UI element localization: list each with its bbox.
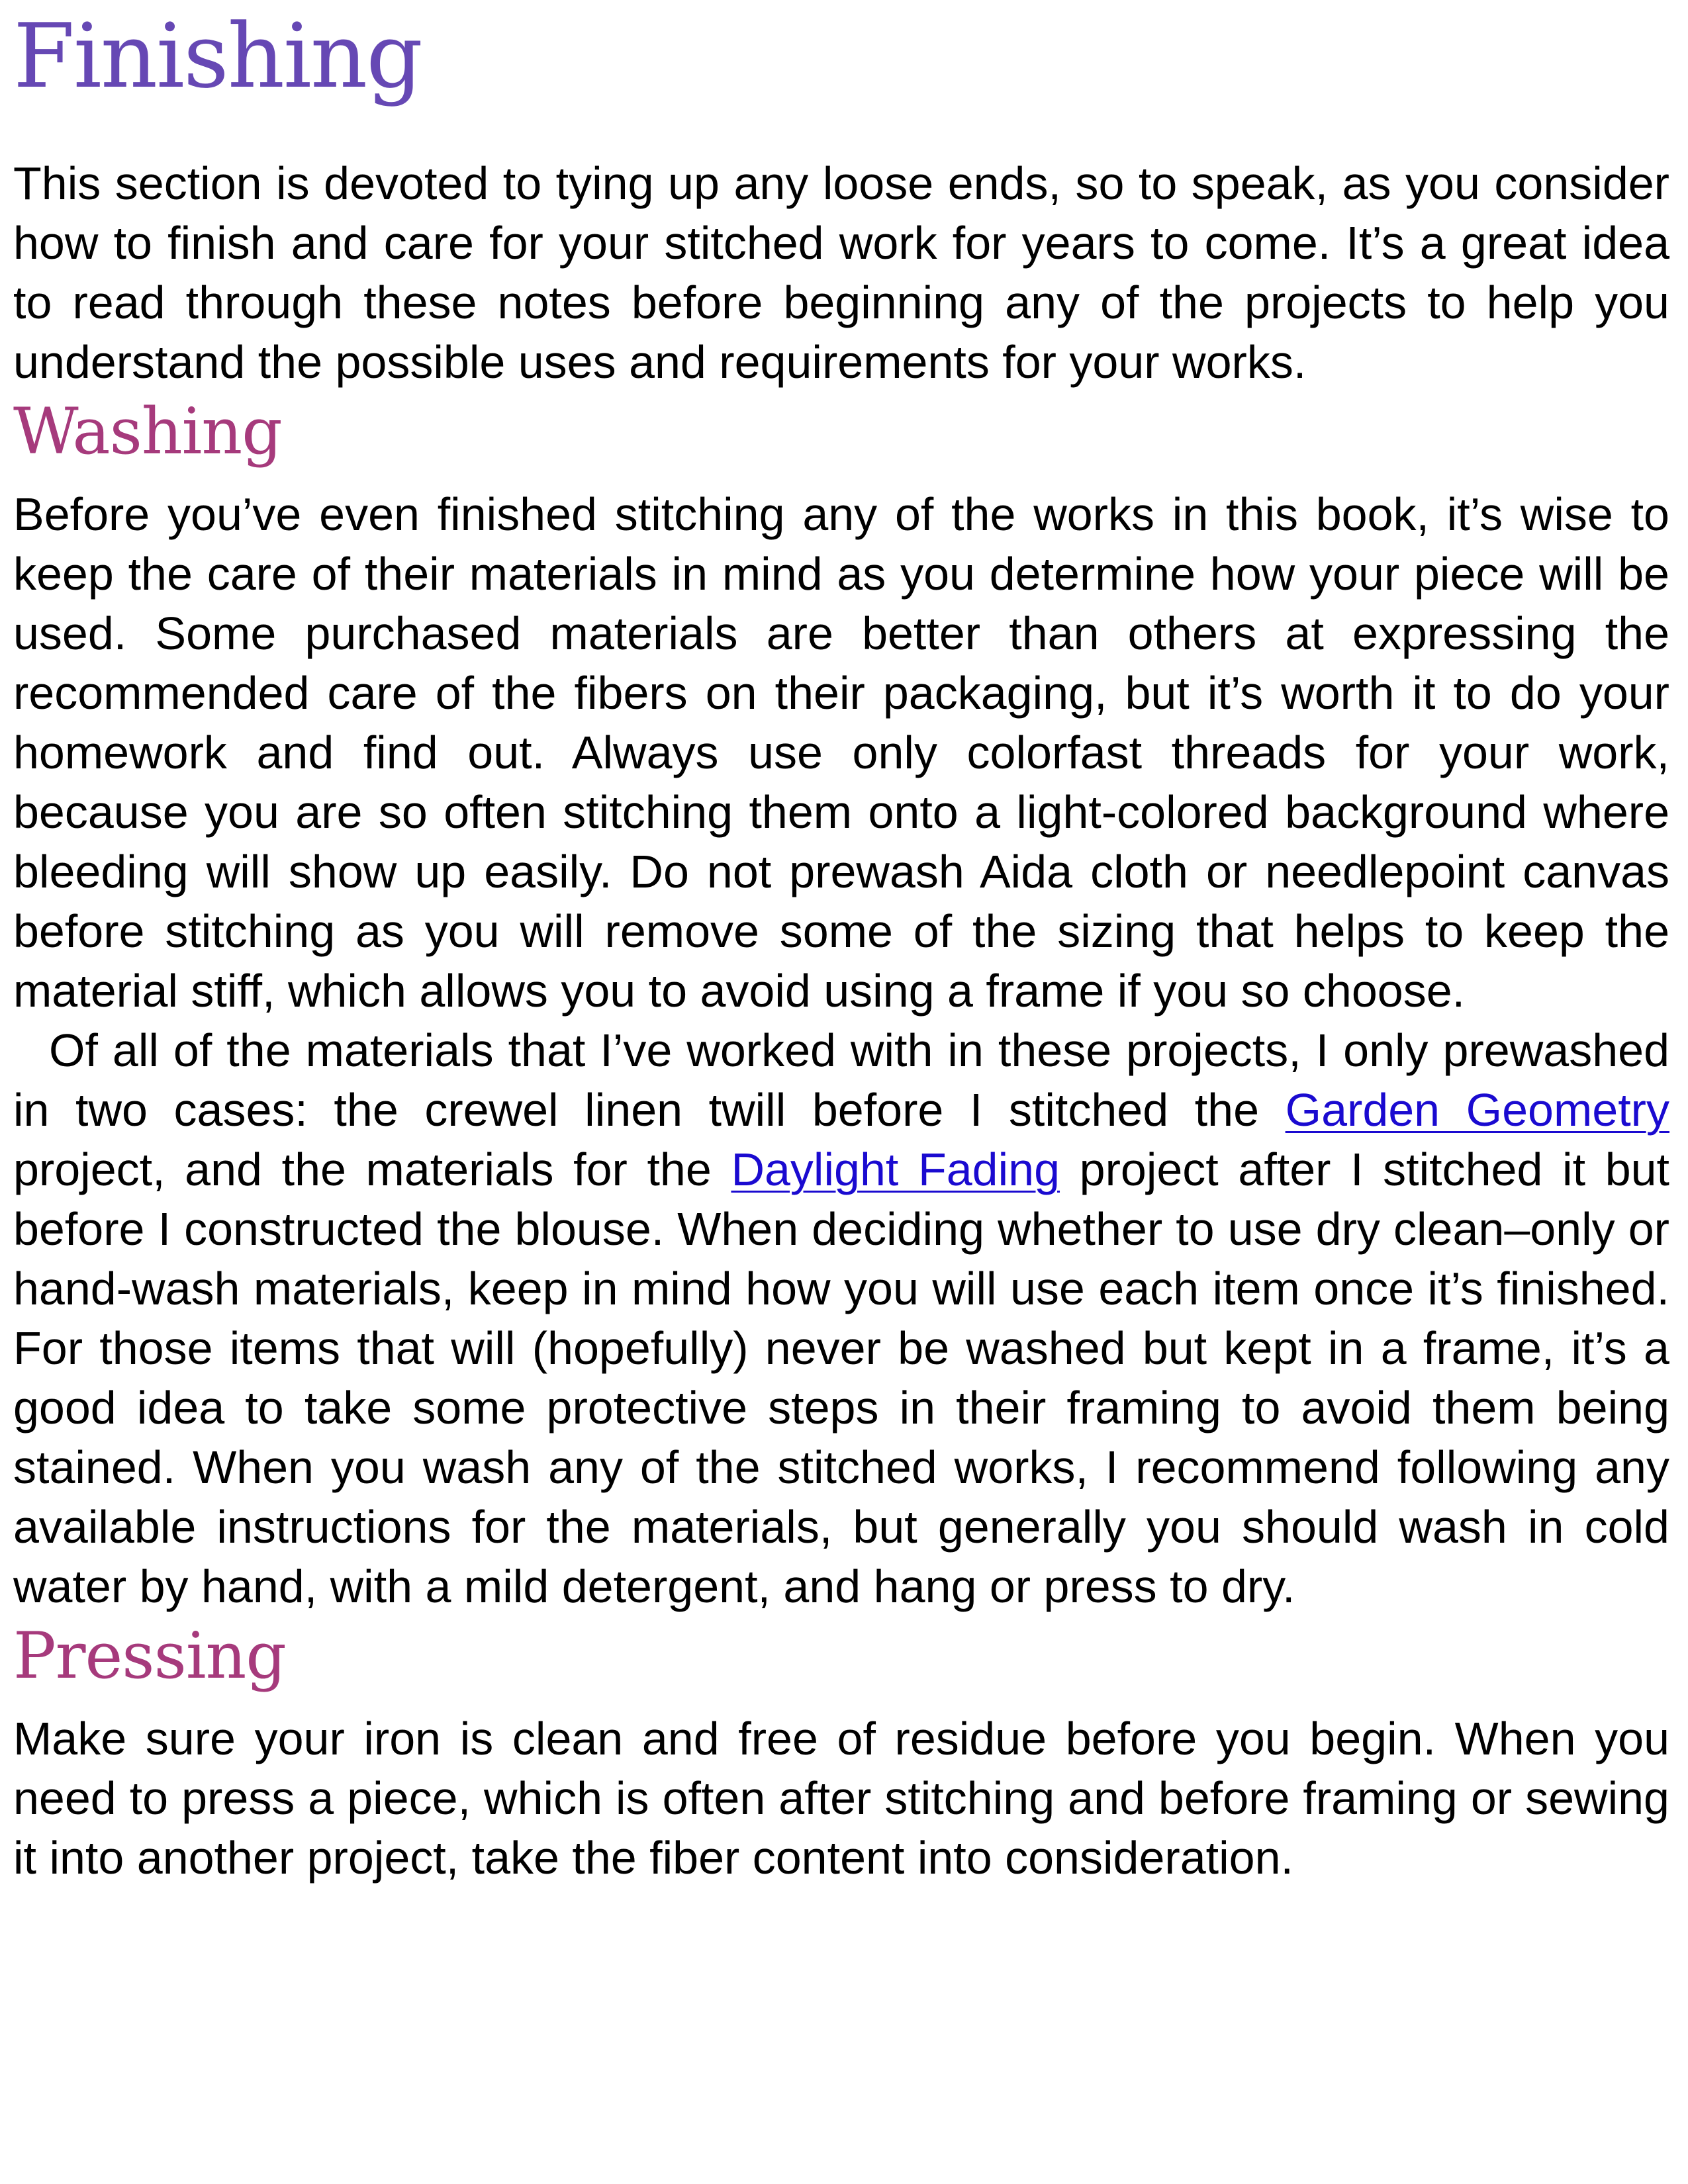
pressing-heading: Pressing xyxy=(13,1619,286,1693)
washing-paragraph-2-text-3: project after I stitched it but before I constructed the blouse. When deciding whether to use dry clean–only or hand-wash materials, keep in mind how you will use each item once it’s finished. For those items that will (hopefully) never be washed but kept in a frame, it’s a good idea to take some protective steps in their framing to avoid them being stained. When you wash any of the stitched works, I recommend following any available instructions for the materials, but generally you should wash in cold water by hand, with a mild detergent, and hang or press to dry. xyxy=(13,1144,1669,1612)
washing-paragraph-2-text-2: project, and the materials for the xyxy=(13,1144,731,1195)
washing-heading: Washing xyxy=(13,394,282,469)
pressing-paragraph: Make sure your iron is clean and free of residue before you begin. When you need to press a piece, which is often after stitching and before framing or sewing it into another project, take the fiber content into consideration. xyxy=(13,1713,1669,1884)
document-page xyxy=(13,0,1669,1888)
washing-paragraph-2-text-1: Of all of the materials that I’ve worked with in these projects, I only prewashed in two cases: the crewel linen twill before I stitched the xyxy=(13,1024,1669,1136)
garden-geometry-link[interactable]: Garden Geometry xyxy=(1285,1084,1669,1136)
page-title: Finishing xyxy=(13,5,422,108)
washing-paragraph-1: Before you’ve even finished stitching any of the works in this book, it’s wise to keep the care of their materials in mind as you determine how your piece will be used. Some purchased materials are better than others at expressing the recommended care of the fibers on their packaging, but it’s worth it to do your homework and find out. Always use only colorfast threads for your work, because you are so often stitching them onto a light-colored background where bleeding will show up easily. Do not prewash Aida cloth or needlepoint canvas before stitching as you will remove some of the sizing that helps to keep the material stiff, which allows you to avoid using a frame if you so choose. xyxy=(13,488,1669,1017)
daylight-fading-link[interactable]: Daylight Fading xyxy=(731,1144,1060,1195)
intro-paragraph: This section is devoted to tying up any loose ends, so to speak, as you consider how to finish and care for your stitched work for years to come. It’s a great idea to read through these notes before beginning any of the projects to help you understand the possible uses and requirements for your works. xyxy=(13,158,1669,388)
washing-paragraph-2 xyxy=(13,1021,1669,1616)
